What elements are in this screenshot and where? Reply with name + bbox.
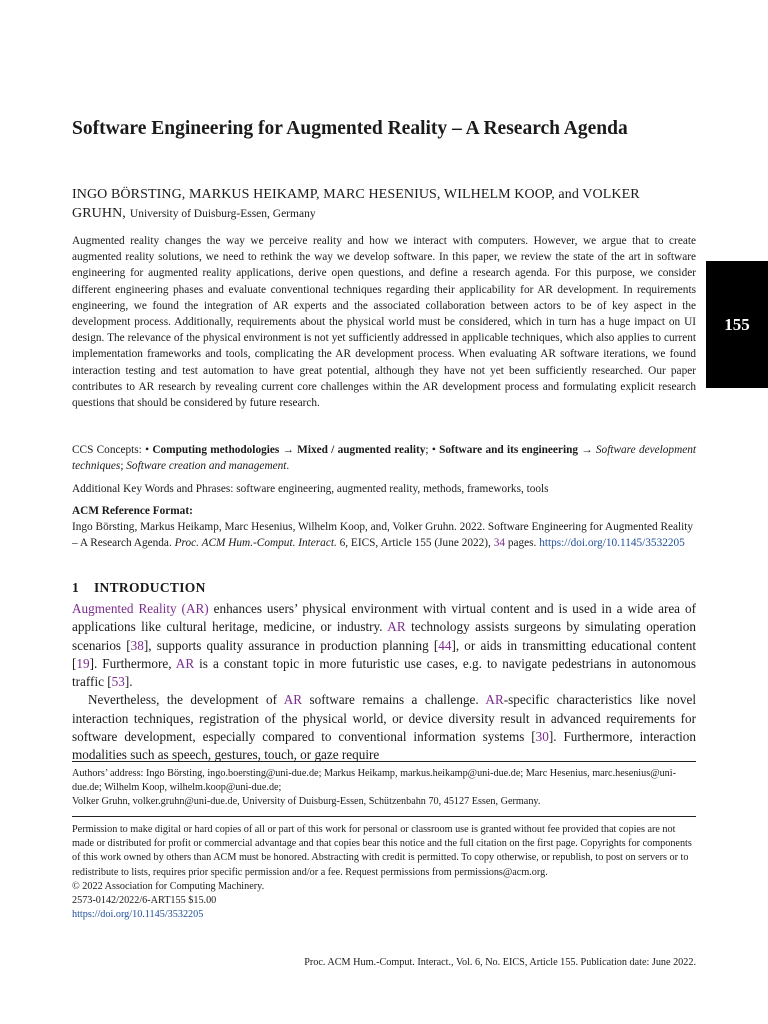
- permission-doi-link[interactable]: https://doi.org/10.1145/3532205: [72, 909, 204, 921]
- citation-link[interactable]: 30: [535, 729, 549, 745]
- introduction-body: [72, 600, 696, 765]
- permission-divider: [72, 816, 696, 817]
- acronym-link[interactable]: AR: [387, 619, 406, 635]
- section-number: 1: [72, 580, 80, 595]
- article-number-tab: 155: [706, 261, 768, 388]
- author-names: INGO BÖRSTING, MARKUS HEIKAMP, MARC HESENIUS, WILHELM KOOP, and VOLKER GRUHN,: [72, 187, 640, 221]
- ccs-concept-2: Software and its engineering: [439, 444, 579, 456]
- reference-details: 6, EICS, Article 155 (June 2022),: [336, 537, 494, 550]
- reference-doi-link[interactable]: https://doi.org/10.1145/3532205: [539, 537, 685, 550]
- intro-text: ]. Furthermore,: [89, 655, 176, 671]
- ccs-separator: ; •: [425, 444, 436, 456]
- intro-text: ]. Furthermore, interaction modalities such as speech, gestures, touch, or gaze require: [72, 729, 696, 763]
- section-heading: [72, 580, 206, 596]
- reference-format: [72, 519, 696, 551]
- acronym-link[interactable]: AR: [283, 692, 303, 708]
- abstract: Augmented reality changes the way we perceive reality and how we interact with computers. However, we argue that to create augmented reality solutions, we need to rethink the way we develop software. In this paper, we review the state of the art in software engineering for augmented reality applications, derive open questions, and define a research agenda. For this purpose, we consider different engineering phases and evaluate conventional techniques regarding their applicability for AR development. In requirements engineering, we found the integration of AR experts and the associated collaboration between actors to be of key aspect in the development process. Additionally, requirements about the physical world must be considered, which in turn has a huge impact on UI design. The relevance of the physical environment is not yet sufficiently addressed in applicable techniques, which also applies to current implementation frameworks and tools, complicating the AR development process. When evaluating AR software iterations, we found interaction testing and test automation to have great potential, although they have not yet been sufficiently researched. Our paper contributes to AR research by revealing current core challenges within the AR development process and formulating explicit research questions that should be considered by future research.: [72, 235, 696, 410]
- acronym-link[interactable]: AR: [175, 655, 195, 671]
- ccs-concept-1: Computing methodologies → Mixed / augmented reality: [152, 444, 426, 456]
- intro-text: technology assists surgeons by simulating operation scenarios [: [72, 619, 696, 653]
- ccs-arrow: →: [578, 444, 596, 456]
- permission-notice: [72, 823, 696, 922]
- keywords: Additional Key Words and Phrases: software engineering, augmented reality, methods, frameworks, tools: [72, 483, 549, 495]
- citation-link[interactable]: 44: [438, 637, 452, 653]
- ccs-label: CCS Concepts: •: [72, 444, 150, 456]
- intro-text: ].: [124, 674, 133, 690]
- intro-text: -specific characteristics like novel interaction techniques, registration of the physical world, or device diversity result in advanced requirements for software development, especially compared to conventional information systems [: [72, 692, 697, 745]
- page-footer: Proc. ACM Hum.-Comput. Interact., Vol. 6, No. EICS, Article 155. Publication date: June 2022.: [304, 957, 696, 968]
- author-affiliation: University of Duisburg-Essen, Germany: [129, 208, 316, 220]
- ccs-end: .: [286, 460, 290, 473]
- reference-pages-text: pages.: [505, 537, 540, 550]
- footnote-divider: [72, 761, 696, 762]
- intro-paragraph-2: [72, 691, 696, 764]
- author-address-footnote: [72, 767, 696, 810]
- ccs-concepts: [72, 442, 696, 474]
- reference-journal: Proc. ACM Hum.-Comput. Interact.: [174, 537, 337, 550]
- citation-link[interactable]: 38: [130, 637, 144, 653]
- footnote-line-1: Authors’ address: Ingo Börsting, ingo.boersting@uni-due.de; Markus Heikamp, markus.heikamp@uni-due.de; Marc Hesenius, marc.hesenius@uni-due.de; Wilhelm Koop, wilhelm.koop@uni-due.de;: [72, 768, 676, 794]
- reference-pages-link[interactable]: 34: [493, 537, 505, 550]
- paper-title: Software Engineering for Augmented Reality – A Research Agenda: [72, 118, 628, 139]
- intro-text: is a constant topic in more futuristic use cases, e.g. to navigate pedestrians in autonomous traffic [: [72, 655, 696, 690]
- intro-text: software remains a challenge.: [302, 692, 486, 708]
- intro-text: ], or aids in transmitting educational content [: [72, 637, 696, 671]
- acronym-link[interactable]: Augmented Reality (AR): [72, 601, 209, 616]
- ccs-concept-4: Software creation and management: [126, 460, 287, 473]
- section-title: INTRODUCTION: [94, 580, 206, 595]
- permission-text: Permission to make digital or hard copies of all or part of this work for personal or classroom use is granted without fee provided that copies are not made or distributed for profit or commercial advantage and that copies bear this notice and the full citation on the first page. Copyrights for components of this work owned by others than ACM must be honored. Abstracting with credit is permitted. To copy otherwise, or republish, to post on servers or to redistribute to lists, requires prior specific permission and/or a fee. Request permissions from permissions@acm.org.: [72, 824, 692, 878]
- intro-text: enhances users’ physical environment with virtual content and is used in a wide area of applications like cultural heritage, medicine, or industry.: [72, 601, 696, 635]
- copyright-line: © 2022 Association for Computing Machinery.: [72, 880, 265, 892]
- intro-text: Nevertheless, the development of: [88, 692, 284, 708]
- reference-format-heading: ACM Reference Format:: [72, 505, 193, 517]
- issn-line: 2573-0142/2022/6-ART155 $15.00: [72, 895, 217, 907]
- ccs-semicolon: ;: [120, 460, 127, 473]
- acronym-link[interactable]: AR: [485, 692, 504, 708]
- ccs-concept-3: Software development techniques: [72, 444, 697, 473]
- footnote-line-2: Volker Gruhn, volker.gruhn@uni-due.de, University of Duisburg-Essen, Schützenbahn 70, 45127 Essen, Germany.: [72, 796, 541, 808]
- author-list: [72, 185, 702, 224]
- reference-text: Ingo Börsting, Markus Heikamp, Marc Hesenius, Wilhelm Koop, and, Volker Gruhn. 2022. Software Engineering for Augmented Reality – A Research Agenda.: [72, 521, 694, 550]
- citation-link[interactable]: 19: [76, 655, 90, 671]
- intro-text: ], supports quality assurance in production planning [: [143, 637, 439, 653]
- intro-paragraph-1: [72, 600, 696, 691]
- citation-link[interactable]: 53: [111, 674, 125, 690]
